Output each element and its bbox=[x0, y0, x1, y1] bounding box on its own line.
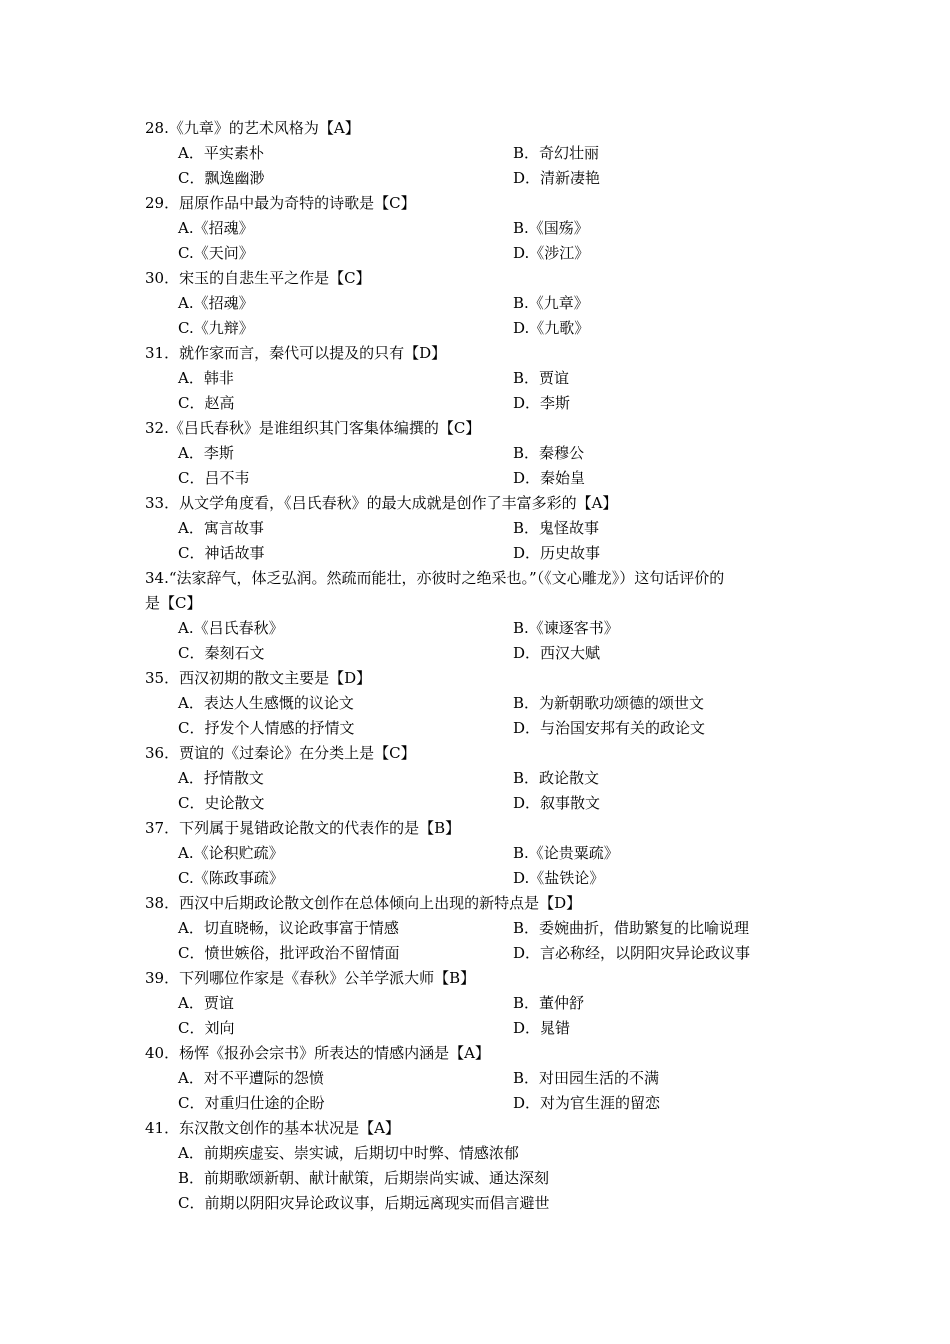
option-c: C．刘向 bbox=[178, 1019, 235, 1037]
option-row bbox=[145, 991, 815, 1016]
option-row bbox=[145, 441, 815, 466]
option-b: B．鬼怪故事 bbox=[513, 519, 600, 537]
option-c: C．愤世嫉俗，批评政治不留情面 bbox=[178, 944, 400, 962]
option-d: D．对为官生涯的留恋 bbox=[513, 1094, 661, 1112]
question-stem: 30．宋玉的自悲生平之作是【C】 bbox=[145, 269, 371, 287]
option-row bbox=[145, 766, 815, 791]
exam-question-list bbox=[145, 116, 815, 1216]
question-stem: 36．贾谊的《过秦论》在分类上是【C】 bbox=[145, 744, 416, 762]
option-c: C.《九辩》 bbox=[178, 319, 254, 337]
option-d: D.《盐铁论》 bbox=[513, 869, 605, 887]
option-a: A．抒情散文 bbox=[178, 769, 264, 787]
option-row bbox=[145, 166, 815, 191]
option-c: C.《陈政事疏》 bbox=[178, 869, 284, 887]
question-stem: 35．西汉初期的散文主要是【D】 bbox=[145, 669, 372, 687]
option-row bbox=[145, 841, 815, 866]
option-row bbox=[145, 241, 815, 266]
option-row bbox=[145, 391, 815, 416]
option-a: A．前期疾虚妄、崇实诚，后期切中时弊、情感浓郁 bbox=[178, 1144, 519, 1162]
option-a: A．寓言故事 bbox=[178, 519, 264, 537]
option-c: C．抒发个人情感的抒情文 bbox=[178, 719, 355, 737]
option-row bbox=[145, 516, 815, 541]
option-b: B．政论散文 bbox=[513, 769, 600, 787]
option-d: D．清新凄艳 bbox=[513, 169, 601, 187]
option-row bbox=[145, 291, 815, 316]
option-b: B．董仲舒 bbox=[513, 994, 585, 1012]
option-d: D.《涉江》 bbox=[513, 244, 590, 262]
option-row bbox=[145, 791, 815, 816]
option-a: A．表达人生感慨的议论文 bbox=[178, 694, 354, 712]
option-b: B．奇幻壮丽 bbox=[513, 144, 600, 162]
option-d: D．叙事散文 bbox=[513, 794, 601, 812]
option-b: B.《谏逐客书》 bbox=[513, 619, 619, 637]
option-d: D．西汉大赋 bbox=[513, 644, 601, 662]
option-c: C.《天问》 bbox=[178, 244, 254, 262]
option-row bbox=[145, 691, 815, 716]
option-d: D．晁错 bbox=[513, 1019, 571, 1037]
option-row bbox=[145, 1066, 815, 1091]
option-b: B．委婉曲折，借助繁复的比喻说理 bbox=[513, 919, 750, 937]
question-stem: 32.《吕氏春秋》是谁组织其门客集体编撰的【C】 bbox=[145, 419, 481, 437]
question-stem: 31．就作家而言，秦代可以提及的只有【D】 bbox=[145, 344, 447, 362]
option-row bbox=[145, 1091, 815, 1116]
option-row bbox=[145, 366, 815, 391]
option-c: C．飘逸幽渺 bbox=[178, 169, 265, 187]
option-c: C．史论散文 bbox=[178, 794, 265, 812]
option-row bbox=[145, 916, 815, 941]
option-c: C．秦刻石文 bbox=[178, 644, 265, 662]
option-a: A.《招魂》 bbox=[178, 294, 254, 312]
question-stem: 37．下列属于晁错政论散文的代表作的是【B】 bbox=[145, 819, 461, 837]
option-a: A．韩非 bbox=[178, 369, 234, 387]
option-b: B．贾谊 bbox=[513, 369, 570, 387]
question-stem: 41．东汉散文创作的基本状况是【A】 bbox=[145, 1119, 400, 1137]
option-a: A.《招魂》 bbox=[178, 219, 254, 237]
option-row bbox=[145, 866, 815, 891]
option-b: B.《九章》 bbox=[513, 294, 589, 312]
option-b: B.《论贵粟疏》 bbox=[513, 844, 619, 862]
option-row bbox=[145, 941, 815, 966]
option-d: D.《九歌》 bbox=[513, 319, 590, 337]
question-stem: 28.《九章》的艺术风格为【A】 bbox=[145, 119, 360, 137]
option-row bbox=[145, 641, 815, 666]
question-stem: 34.“法家辞气，体乏弘润。然疏而能壮，亦彼时之绝采也。”（《文心雕龙》）这句话评价的 bbox=[145, 569, 725, 587]
option-row bbox=[145, 316, 815, 341]
option-c: C．吕不韦 bbox=[178, 469, 250, 487]
question-stem: 40．杨恽《报孙会宗书》所表达的情感内涵是【A】 bbox=[145, 1044, 490, 1062]
option-c: C．前期以阴阳灾异论政议事，后期远离现实而倡言避世 bbox=[178, 1194, 550, 1212]
option-b: B．秦穆公 bbox=[513, 444, 585, 462]
option-c: C．对重归仕途的企盼 bbox=[178, 1094, 325, 1112]
option-c: C．赵高 bbox=[178, 394, 235, 412]
option-d: D．秦始皇 bbox=[513, 469, 586, 487]
option-a: A．贾谊 bbox=[178, 994, 234, 1012]
option-a: A.《论积贮疏》 bbox=[178, 844, 284, 862]
option-row bbox=[145, 716, 815, 741]
option-b: B．对田园生活的不满 bbox=[513, 1069, 660, 1087]
option-row bbox=[145, 466, 815, 491]
option-a: A．平实素朴 bbox=[178, 144, 264, 162]
option-row bbox=[145, 216, 815, 241]
option-b: B.《国殇》 bbox=[513, 219, 589, 237]
question-stem: 39．下列哪位作家是《春秋》公羊学派大师【B】 bbox=[145, 969, 476, 987]
option-a: A．切直晓畅，议论政事富于情感 bbox=[178, 919, 399, 937]
question-stem: 38．西汉中后期政论散文创作在总体倾向上出现的新特点是【D】 bbox=[145, 894, 582, 912]
option-d: D．历史故事 bbox=[513, 544, 601, 562]
question-stem: 29．屈原作品中最为奇特的诗歌是【C】 bbox=[145, 194, 416, 212]
option-c: C．神话故事 bbox=[178, 544, 265, 562]
option-row bbox=[145, 541, 815, 566]
option-a: A．对不平遭际的怨愤 bbox=[178, 1069, 324, 1087]
option-a: A.《吕氏春秋》 bbox=[178, 619, 284, 637]
question-stem-continued: 是【C】 bbox=[145, 594, 202, 612]
option-row bbox=[145, 1016, 815, 1041]
option-d: D．与治国安邦有关的政论文 bbox=[513, 719, 706, 737]
option-d: D．李斯 bbox=[513, 394, 571, 412]
option-b: B．为新朝歌功颂德的颂世文 bbox=[513, 694, 705, 712]
option-d: D．言必称经，以阴阳灾异论政议事 bbox=[513, 944, 751, 962]
question-stem: 33．从文学角度看，《吕氏春秋》的最大成就是创作了丰富多彩的【A】 bbox=[145, 494, 618, 512]
option-a: A．李斯 bbox=[178, 444, 234, 462]
option-row bbox=[145, 616, 815, 641]
option-b: B．前期歌颂新朝、献计献策，后期崇尚实诚、通达深刻 bbox=[178, 1169, 550, 1187]
option-row bbox=[145, 141, 815, 166]
